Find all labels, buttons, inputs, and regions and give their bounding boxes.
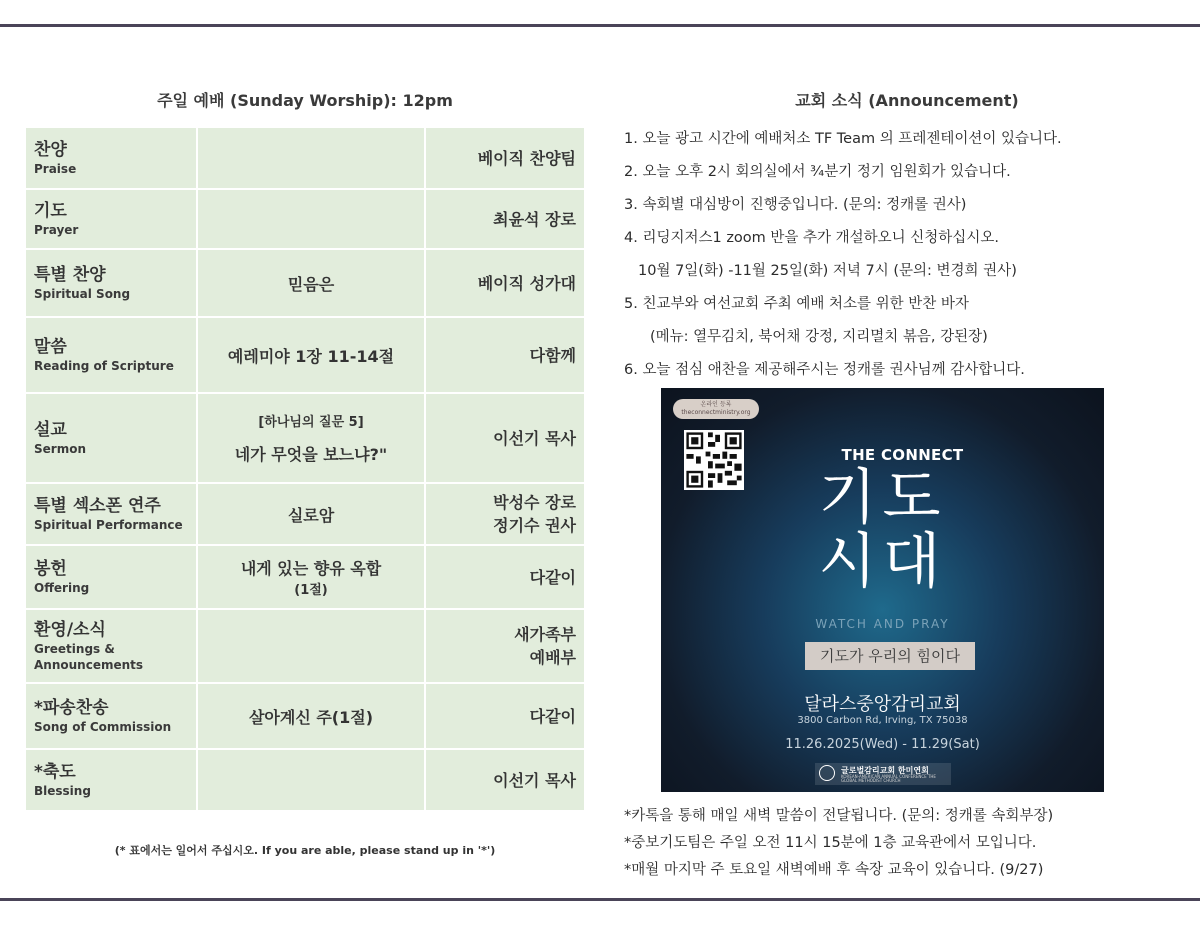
- item-korean: *축도: [34, 762, 76, 782]
- item-english: Greetings &: [34, 642, 115, 656]
- table-row: [25, 609, 585, 683]
- item-detail: [197, 189, 425, 249]
- item-korean: *파송찬송: [34, 698, 109, 718]
- table-row: [25, 127, 585, 189]
- item-english: Prayer: [34, 223, 79, 237]
- badge-url: theconnectministry.org: [681, 409, 751, 416]
- table-row: [25, 483, 585, 545]
- poster-slogan: 기도가 우리의 힘이다: [805, 642, 975, 670]
- item-detail: [197, 609, 425, 683]
- item-korean: 특별 섹소폰 연주: [34, 496, 161, 516]
- item-leader: 베이직 성가대: [425, 249, 585, 317]
- announcement-item-continued: (메뉴: 열무김치, 북어채 강정, 지리멸치 볶음, 강된장): [650, 329, 988, 345]
- organization-subtitle: KOREAN-AMERICAN ANNUAL CONFERENCE THE GLOBAL METHODIST CHURCH: [841, 774, 936, 783]
- bottom-divider: [0, 898, 1200, 901]
- poster-brand: THE CONNECT: [841, 446, 964, 464]
- item-korean: 기도: [34, 201, 67, 221]
- item-leader: 박성수 장로: [493, 493, 576, 512]
- item-english-second: Announcements: [34, 658, 144, 672]
- table-row: [25, 393, 585, 483]
- additional-notes: [624, 803, 1196, 884]
- item-detail: [197, 127, 425, 189]
- sermon-title: 네가 무엇을 보느냐?": [234, 445, 388, 464]
- online-registration-badge: [673, 399, 759, 419]
- item-english: Blessing: [34, 784, 91, 798]
- item-korean: 찬양: [34, 140, 67, 160]
- poster-english-subtitle: WATCH AND PRAY: [815, 617, 950, 631]
- item-detail: 믿음은: [197, 249, 425, 317]
- item-english: Offering: [34, 581, 90, 595]
- item-korean: 설교: [34, 420, 67, 440]
- item-english: Song of Commission: [34, 720, 172, 734]
- item-detail-verse: (1절): [294, 583, 328, 598]
- organization-name: 글로벌감리교회 한미연회: [841, 766, 929, 775]
- prayer-event-poster: [661, 388, 1104, 792]
- announcement-item: 4. 리딩지저스1 zoom 반을 추가 개설하오니 신청하십시오.: [624, 230, 999, 246]
- poster-church-name: 달라스중앙감리교회: [804, 694, 961, 715]
- item-detail: 예레미야 1장 11-14절: [197, 317, 425, 393]
- item-korean: 환영/소식: [34, 620, 106, 640]
- poster-headline: [661, 463, 1104, 597]
- item-english: Sermon: [34, 442, 86, 456]
- worship-title: 주일 예배 (Sunday Worship): 12pm: [157, 91, 453, 110]
- item-english: Praise: [34, 162, 77, 176]
- poster-headline-line: 시대: [818, 527, 947, 597]
- note-item: *카톡을 통해 매일 새벽 말씀이 전달됩니다. (문의: 정캐롤 속회부장): [624, 808, 1054, 824]
- announcement-title: 교회 소식 (Announcement): [795, 91, 1019, 110]
- item-korean: 봉헌: [34, 559, 67, 579]
- item-detail: 내게 있는 향유 옥합: [240, 559, 382, 578]
- item-detail: [197, 749, 425, 811]
- announcement-list: [624, 123, 1196, 387]
- table-row: [25, 749, 585, 811]
- item-leader-second: 예배부: [529, 648, 576, 667]
- item-leader: 최윤석 장로: [425, 189, 585, 249]
- badge-label: 온라인 등록: [700, 401, 732, 408]
- announcement-item-continued: 10월 7일(화) -11월 25일(화) 저녁 7시 (문의: 변경희 권사): [638, 263, 1017, 279]
- item-detail: 실로암: [197, 483, 425, 545]
- item-english: Spiritual Performance: [34, 518, 183, 532]
- announcement-item: 5. 친교부와 여선교회 주최 예배 처소를 위한 반찬 바자: [624, 296, 969, 312]
- cross-logo-icon: [819, 765, 835, 781]
- item-leader-second: 정기수 권사: [493, 516, 576, 535]
- table-row: [25, 249, 585, 317]
- worship-order-table: [24, 126, 586, 812]
- standing-note: (* 표에서는 일어서 주십시오. If you are able, please stand up in '*'): [114, 844, 496, 857]
- note-item: *매월 마지막 주 토요일 새벽예배 후 속장 교육이 있습니다. (9/27): [624, 862, 1044, 878]
- item-korean: 말씀: [34, 337, 67, 357]
- sermon-series: [하나님의 질문 5]: [258, 415, 364, 430]
- poster-headline-line: 기도: [818, 463, 947, 533]
- item-leader: 새가족부: [514, 625, 576, 644]
- table-row: [25, 189, 585, 249]
- item-leader: 베이직 찬양팀: [425, 127, 585, 189]
- table-row: [25, 683, 585, 749]
- item-korean: 특별 찬양: [34, 265, 106, 285]
- announcement-item: 2. 오늘 오후 2시 회의실에서 ¾분기 정기 임원회가 있습니다.: [624, 164, 1011, 180]
- item-english: Reading of Scripture: [34, 359, 174, 373]
- note-item: *중보기도팀은 주일 오전 11시 15분에 1층 교육관에서 모입니다.: [624, 835, 1037, 851]
- table-row: [25, 317, 585, 393]
- announcement-item: 6. 오늘 점심 애찬을 제공해주시는 정캐롤 권사님께 감사합니다.: [624, 362, 1025, 378]
- announcement-item: 1. 오늘 광고 시간에 예배처소 TF Team 의 프레젠테이션이 있습니다.: [624, 131, 1062, 147]
- item-detail: 살아계신 주(1절): [197, 683, 425, 749]
- poster-dates: 11.26.2025(Wed) - 11.29(Sat): [785, 737, 980, 752]
- item-leader: 다같이: [425, 545, 585, 609]
- item-leader: 다함께: [425, 317, 585, 393]
- poster-address: 3800 Carbon Rd, Irving, TX 75038: [797, 715, 968, 726]
- top-divider: [0, 24, 1200, 27]
- item-english: Spiritual Song: [34, 287, 131, 301]
- table-row: [25, 545, 585, 609]
- item-leader: 이선기 목사: [425, 393, 585, 483]
- poster-organization: [815, 763, 951, 785]
- item-leader: 다같이: [425, 683, 585, 749]
- announcement-item: 3. 속회별 대심방이 진행중입니다. (문의: 정캐롤 권사): [624, 197, 967, 213]
- item-leader: 이선기 목사: [425, 749, 585, 811]
